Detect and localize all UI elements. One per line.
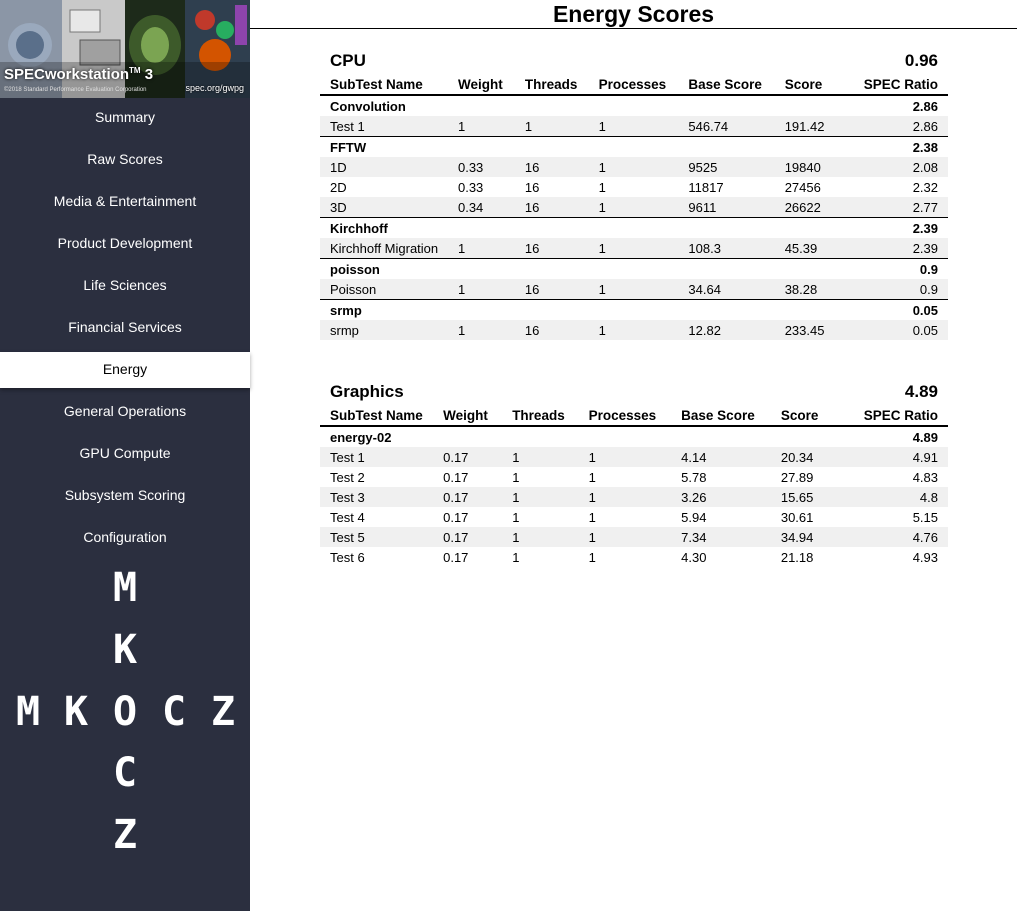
graphics-scores-table	[320, 405, 948, 567]
nav-life-sciences[interactable]: Life Sciences	[83, 277, 167, 293]
table-row	[320, 157, 948, 177]
table-row	[320, 238, 948, 259]
logo-letter: C	[161, 689, 187, 735]
table-cell: 1	[589, 279, 679, 300]
table-row	[320, 467, 948, 487]
nav-product-development[interactable]: Product Development	[57, 235, 193, 251]
table-cell: 1	[588, 509, 596, 525]
table-cell: 16	[524, 179, 540, 195]
table-cell: 30.61	[780, 509, 814, 525]
nav-raw-scores[interactable]: Raw Scores	[87, 151, 163, 167]
group-name: Convolution	[330, 98, 406, 114]
table-cell: 21.18	[780, 549, 814, 565]
banner-url: spec.org/gwpg	[185, 83, 244, 93]
sidebar	[0, 0, 250, 911]
group-row	[320, 218, 948, 239]
column-header: Score	[775, 74, 837, 95]
group-row	[320, 137, 948, 158]
table-cell: 12.82	[678, 320, 774, 340]
table-cell: 0.34	[448, 197, 515, 218]
table-cell: 1	[502, 447, 578, 467]
table-cell: 2.86	[837, 116, 948, 137]
table-cell: Test 3	[320, 487, 433, 507]
table-cell: 1	[502, 527, 578, 547]
table-cell: Poisson	[320, 279, 448, 300]
banner-copyright: ©2018 Standard Performance Evaluation Corporation	[4, 87, 147, 93]
table-cell: 2.39	[837, 238, 948, 259]
table-cell: 0.33	[457, 179, 484, 195]
graphics-section-title: Graphics	[330, 382, 404, 401]
table-row	[320, 527, 948, 547]
nav-general-operations[interactable]: General Operations	[63, 403, 187, 419]
column-header: SubTest Name	[320, 405, 433, 426]
column-header: Weight	[433, 405, 502, 426]
table-cell: 1	[512, 549, 520, 565]
group-ratio: 0.05	[837, 300, 948, 321]
table-cell: Test 5	[320, 527, 433, 547]
table-cell: 108.3	[678, 238, 774, 259]
group-name: poisson	[320, 259, 837, 280]
spec-banner-image	[0, 0, 250, 98]
group-ratio: 0.9	[837, 259, 948, 280]
table-row	[320, 320, 948, 340]
table-cell: Test 2	[330, 469, 365, 485]
group-ratio: 2.38	[837, 137, 948, 158]
column-header: Base Score	[671, 405, 771, 426]
column-header: SubTest Name	[320, 74, 448, 95]
graphics-section-score: 4.89	[904, 382, 938, 401]
table-cell: 5.94	[681, 509, 707, 525]
table-cell: 16	[515, 197, 589, 218]
logo-letter: M	[112, 565, 138, 611]
table-cell: 0.05	[837, 320, 948, 340]
cpu-scores-table	[320, 74, 948, 340]
table-cell: 1	[589, 238, 679, 259]
column-header: SPEC Ratio	[837, 74, 948, 95]
table-cell: 34.64	[678, 279, 774, 300]
table-cell: 45.39	[775, 238, 837, 259]
page-title: Energy Scores	[250, 0, 1017, 29]
table-row	[320, 487, 948, 507]
table-cell: 1	[579, 527, 672, 547]
group-ratio: 4.89	[912, 429, 938, 445]
table-cell: 4.93	[912, 549, 938, 565]
table-cell: 4.76	[836, 527, 948, 547]
table-cell: 15.65	[771, 487, 836, 507]
table-cell: 4.30	[681, 549, 707, 565]
cpu-section-score: 0.96	[904, 51, 938, 70]
table-row	[320, 547, 948, 567]
group-name: Kirchhoff	[320, 218, 837, 239]
cpu-section-title: CPU	[330, 51, 366, 70]
column-header: Weight	[448, 74, 515, 95]
column-header: Threads	[515, 74, 589, 95]
table-cell: 1	[515, 116, 589, 137]
logo-letter: K	[112, 627, 138, 673]
table-cell: 3.26	[671, 487, 771, 507]
table-cell: 0.17	[433, 527, 502, 547]
table-cell: 1	[448, 116, 515, 137]
nav-summary[interactable]: Summary	[95, 109, 155, 125]
table-cell: 1D	[320, 157, 448, 177]
table-cell: 27456	[784, 179, 821, 195]
logo-letter: M	[15, 689, 41, 735]
table-cell: 4.83	[912, 469, 938, 485]
table-cell: 16	[515, 157, 589, 177]
table-cell: 5.15	[912, 509, 938, 525]
table-cell: Kirchhoff Migration	[320, 238, 448, 259]
table-cell: 0.17	[433, 487, 502, 507]
table-cell: 1	[448, 279, 515, 300]
table-cell: 0.33	[448, 157, 515, 177]
nav-gpu-compute[interactable]: GPU Compute	[79, 445, 171, 461]
column-header: Score	[771, 405, 836, 426]
table-row	[320, 177, 948, 197]
table-cell: 9525	[678, 157, 774, 177]
table-cell: 1	[512, 469, 520, 485]
table-row	[320, 116, 948, 137]
table-cell: 2.08	[837, 157, 948, 177]
table-cell: 16	[515, 320, 589, 340]
table-cell: 2.77	[837, 197, 948, 218]
logo-letter: K	[63, 689, 89, 735]
group-row	[320, 300, 948, 321]
group-row	[320, 259, 948, 280]
nav-configuration[interactable]: Configuration	[83, 529, 167, 545]
table-cell: 19840	[775, 157, 837, 177]
nav-subsystem-scoring[interactable]: Subsystem Scoring	[64, 487, 186, 503]
table-cell: 546.74	[678, 116, 774, 137]
graphics-section-header	[330, 382, 938, 402]
group-name: srmp	[320, 300, 837, 321]
nav-media-entertainment[interactable]: Media & Entertainment	[53, 193, 197, 209]
table-cell: 4.8	[836, 487, 948, 507]
table-cell: 0.17	[443, 549, 469, 565]
table-cell: 16	[515, 279, 589, 300]
logo-letter: Z	[112, 812, 138, 858]
column-header: SPEC Ratio	[836, 405, 948, 426]
group-row	[320, 95, 948, 116]
table-cell: 1	[589, 157, 679, 177]
group-ratio: 2.39	[837, 218, 948, 239]
table-row	[320, 197, 948, 218]
group-row	[320, 426, 948, 447]
cpu-section-header	[330, 51, 938, 71]
table-cell: 9611	[678, 197, 774, 218]
table-cell: Test 1	[320, 447, 433, 467]
table-cell: 27.89	[780, 469, 814, 485]
banner-brand: SPECworkstation™ 3	[4, 66, 154, 83]
table-cell: 1	[589, 116, 679, 137]
table-cell: 0.17	[443, 469, 469, 485]
table-cell: 0.17	[443, 509, 469, 525]
nav-financial-services[interactable]: Financial Services	[68, 319, 182, 335]
logo-letter: C	[112, 750, 138, 796]
table-cell: Test 1	[320, 116, 448, 137]
table-cell: 0.9	[837, 279, 948, 300]
table-cell: srmp	[320, 320, 448, 340]
column-header: Processes	[589, 74, 679, 95]
table-cell: 1	[598, 179, 606, 195]
table-cell: 3D	[320, 197, 448, 218]
table-cell: Test 6	[330, 549, 365, 565]
group-name: FFTW	[320, 137, 837, 158]
table-cell: 4.91	[836, 447, 948, 467]
table-cell: 38.28	[775, 279, 837, 300]
table-cell: 26622	[775, 197, 837, 218]
column-header: Base Score	[678, 74, 774, 95]
table-cell: 2.32	[912, 179, 938, 195]
table-cell: 20.34	[771, 447, 836, 467]
table-cell: 1	[448, 320, 515, 340]
table-cell: 1	[579, 487, 672, 507]
table-cell: 1	[512, 509, 520, 525]
logo-letter: O	[112, 689, 138, 735]
table-cell: 0.17	[433, 447, 502, 467]
column-header: Processes	[579, 405, 672, 426]
table-cell: 233.45	[775, 320, 837, 340]
table-cell: 1	[502, 487, 578, 507]
table-cell: 1	[588, 469, 596, 485]
table-cell: 1	[579, 447, 672, 467]
column-header: Threads	[502, 405, 578, 426]
table-cell: 2D	[330, 179, 347, 195]
table-row	[320, 447, 948, 467]
logo-letter: Z	[210, 689, 236, 735]
group-ratio: 2.86	[912, 98, 938, 114]
table-cell: 1	[448, 238, 515, 259]
table-cell: 11817	[688, 179, 724, 195]
table-cell: 4.14	[671, 447, 771, 467]
table-cell: Test 4	[330, 509, 365, 525]
nav-energy[interactable]: Energy	[0, 352, 250, 388]
table-row	[320, 507, 948, 527]
table-cell: 5.78	[681, 469, 707, 485]
table-cell: 7.34	[671, 527, 771, 547]
table-row	[320, 279, 948, 300]
group-name: energy-02	[330, 429, 392, 445]
table-cell: 1	[589, 320, 679, 340]
table-cell: 191.42	[775, 116, 837, 137]
table-cell: 16	[515, 238, 589, 259]
table-cell: 1	[589, 197, 679, 218]
table-cell: 1	[588, 549, 596, 565]
table-cell: 34.94	[771, 527, 836, 547]
